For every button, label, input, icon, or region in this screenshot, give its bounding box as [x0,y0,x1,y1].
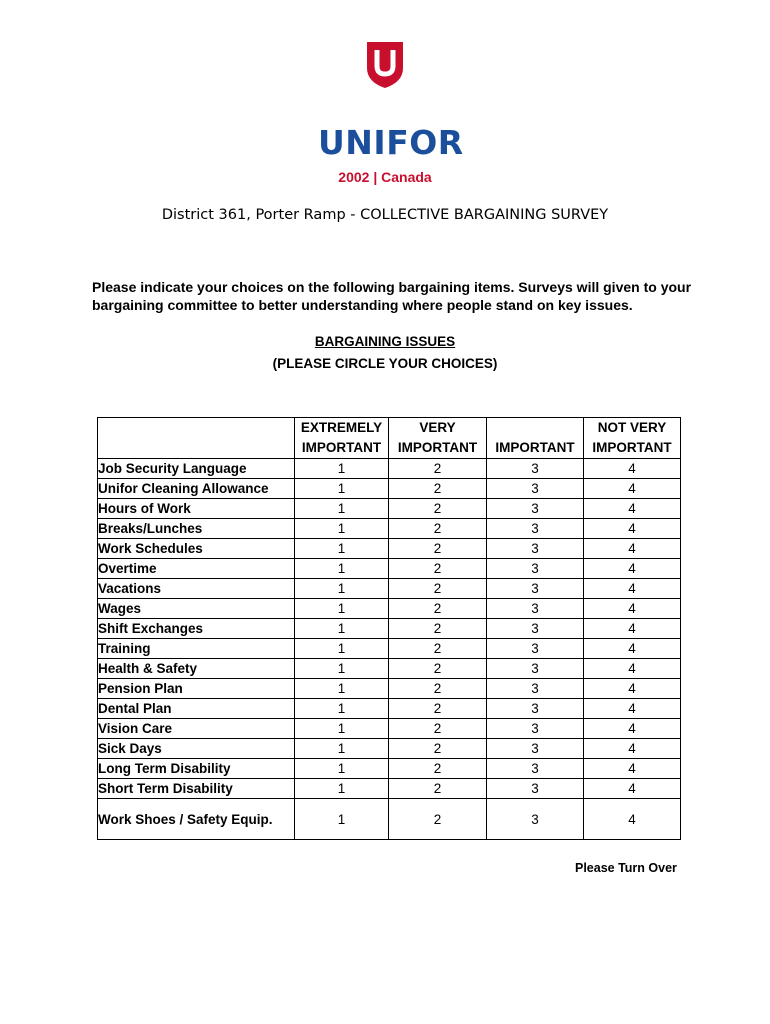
table-row [98,659,681,679]
table-row [98,559,681,579]
please-turn-over-note: Please Turn Over [575,861,677,875]
rating-choice[interactable]: 4 [584,679,681,699]
table-row [98,779,681,799]
rating-choice[interactable]: 3 [487,599,584,619]
bargaining-item-label: Sick Days [98,739,295,759]
rating-choice[interactable]: 1 [295,639,389,659]
bargaining-item-label: Long Term Disability [98,759,295,779]
rating-choice[interactable]: 1 [295,659,389,679]
rating-choice[interactable]: 4 [584,699,681,719]
unifor-shield-icon [362,38,408,90]
rating-choice[interactable]: 1 [295,599,389,619]
rating-choice[interactable]: 3 [487,799,584,840]
rating-choice[interactable]: 1 [295,699,389,719]
bargaining-item-label: Hours of Work [98,499,295,519]
rating-choice[interactable]: 1 [295,679,389,699]
rating-choice[interactable]: 4 [584,779,681,799]
rating-choice[interactable]: 3 [487,639,584,659]
rating-choice[interactable]: 1 [295,559,389,579]
rating-choice[interactable]: 3 [487,699,584,719]
table-row [98,539,681,559]
bargaining-item-label: Overtime [98,559,295,579]
table-header-row [98,418,681,459]
rating-choice[interactable]: 4 [584,579,681,599]
rating-choice[interactable]: 2 [389,779,487,799]
bargaining-item-label: Dental Plan [98,699,295,719]
table-row [98,759,681,779]
unifor-logo [318,38,464,185]
section-heading: BARGAINING ISSUES [314,334,456,349]
table-row [98,739,681,759]
rating-choice[interactable]: 4 [584,799,681,840]
bargaining-item-label: Pension Plan [98,679,295,699]
rating-choice[interactable]: 1 [295,779,389,799]
rating-choice[interactable]: 4 [584,459,681,479]
rating-choice[interactable]: 3 [487,719,584,739]
rating-choice[interactable]: 3 [487,779,584,799]
rating-choice[interactable]: 4 [584,759,681,779]
header-extremely-important: EXTREMELY IMPORTANT [295,418,389,459]
table-row [98,499,681,519]
rating-choice[interactable]: 4 [584,739,681,759]
rating-choice[interactable]: 2 [389,639,487,659]
rating-choice[interactable]: 2 [389,799,487,840]
rating-choice[interactable]: 4 [584,559,681,579]
rating-choice[interactable]: 1 [295,579,389,599]
rating-choice[interactable]: 1 [295,499,389,519]
intro-line: Please indicate your choices on the following bargaining items. Surveys will given to your [92,279,692,295]
rating-choice[interactable]: 2 [389,519,487,539]
table-row [98,579,681,599]
rating-choice[interactable]: 2 [389,479,487,499]
rating-choice[interactable]: 3 [487,619,584,639]
bargaining-item-label: Breaks/Lunches [98,519,295,539]
rating-choice[interactable]: 4 [584,539,681,559]
bargaining-item-label: Unifor Cleaning Allowance [98,479,295,499]
bargaining-item-label: Shift Exchanges [98,619,295,639]
table-row [98,799,681,840]
rating-choice[interactable]: 2 [389,559,487,579]
rating-choice[interactable]: 4 [584,599,681,619]
rating-choice[interactable]: 1 [295,519,389,539]
rating-choice[interactable]: 3 [487,759,584,779]
rating-choice[interactable]: 4 [584,719,681,739]
table-row [98,679,681,699]
rating-choice[interactable]: 1 [295,479,389,499]
rating-choice[interactable]: 3 [487,659,584,679]
rating-choice[interactable]: 3 [487,559,584,579]
intro-line: bargaining committee to better understanding where people stand on key issues. [92,297,633,313]
rating-choice[interactable]: 2 [389,459,487,479]
rating-choice[interactable]: 3 [487,499,584,519]
rating-choice[interactable]: 3 [487,459,584,479]
table-row [98,459,681,479]
page-title: District 361, Porter Ramp - COLLECTIVE BARGAINING SURVEY [161,207,609,223]
rating-choice[interactable]: 2 [389,659,487,679]
rating-choice[interactable]: 1 [295,619,389,639]
rating-choice[interactable]: 2 [389,679,487,699]
rating-choice[interactable]: 4 [584,619,681,639]
bargaining-item-label: Training [98,639,295,659]
logo-wordmark: UNIFOR [318,123,464,162]
rating-choice[interactable]: 1 [295,799,389,840]
rating-choice[interactable]: 2 [389,619,487,639]
bargaining-item-label: Work Schedules [98,539,295,559]
rating-choice[interactable]: 1 [295,459,389,479]
bargaining-item-label: Wages [98,599,295,619]
rating-choice[interactable]: 3 [487,739,584,759]
rating-choice[interactable]: 1 [295,759,389,779]
rating-choice[interactable]: 4 [584,519,681,539]
bargaining-item-label: Work Shoes / Safety Equip. [98,799,295,840]
rating-choice[interactable]: 2 [389,499,487,519]
rating-choice[interactable]: 4 [584,479,681,499]
rating-choice[interactable]: 2 [389,699,487,719]
rating-choice[interactable]: 2 [389,579,487,599]
rating-choice[interactable]: 2 [389,599,487,619]
rating-choice[interactable]: 2 [389,719,487,739]
bargaining-item-label: Short Term Disability [98,779,295,799]
table-row [98,639,681,659]
rating-choice[interactable]: 3 [487,579,584,599]
rating-choice[interactable]: 2 [389,539,487,559]
rating-choice[interactable]: 3 [487,679,584,699]
intro-paragraph [92,278,692,314]
header-very-important: VERY IMPORTANT [389,418,487,459]
rating-choice[interactable]: 1 [295,739,389,759]
table-row [98,619,681,639]
table-row [98,519,681,539]
bargaining-item-label: Job Security Language [98,459,295,479]
header-important: IMPORTANT [487,418,584,459]
rating-choice[interactable]: 4 [584,499,681,519]
header-not-very-important: NOT VERY IMPORTANT [584,418,681,459]
bargaining-item-label: Vision Care [98,719,295,739]
table-row [98,719,681,739]
rating-choice[interactable]: 1 [295,719,389,739]
table-row [98,479,681,499]
table-row [98,599,681,619]
rating-choice[interactable]: 2 [389,759,487,779]
survey-table [97,417,681,840]
rating-choice[interactable]: 3 [487,479,584,499]
header-blank [98,418,295,459]
logo-local-label: 2002 | Canada [338,169,432,185]
section-subheading: (PLEASE CIRCLE YOUR CHOICES) [272,356,498,371]
bargaining-item-label: Health & Safety [98,659,295,679]
table-row [98,699,681,719]
rating-choice[interactable]: 3 [487,539,584,559]
rating-choice[interactable]: 2 [389,739,487,759]
rating-choice[interactable]: 4 [584,659,681,679]
rating-choice[interactable]: 1 [295,539,389,559]
rating-choice[interactable]: 3 [487,519,584,539]
rating-choice[interactable]: 4 [584,639,681,659]
bargaining-item-label: Vacations [98,579,295,599]
